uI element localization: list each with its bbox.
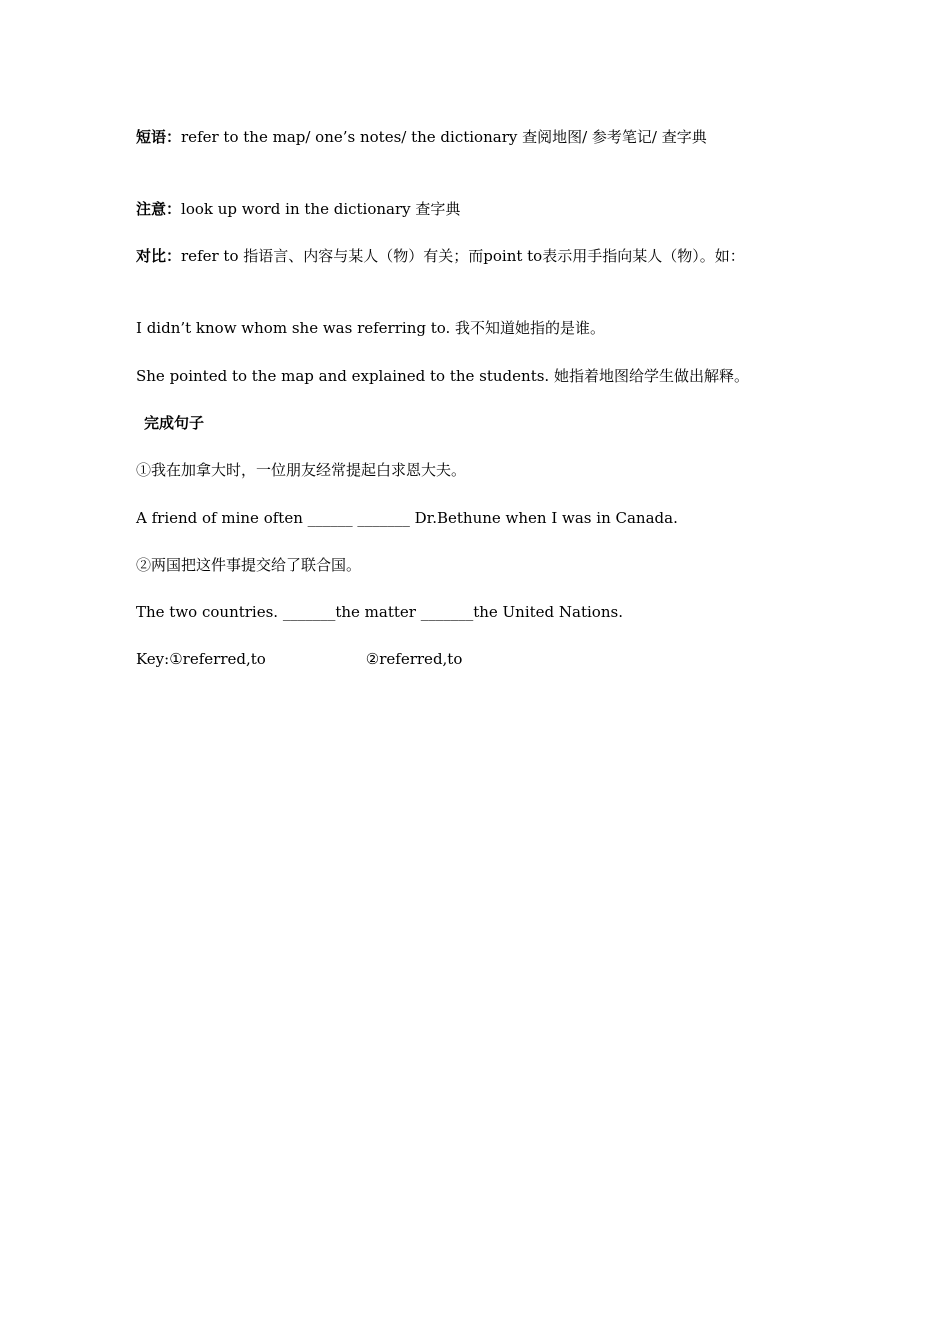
note-label: 注意： bbox=[136, 200, 182, 218]
exercise-item-2-english: The two countries. _______the matter _______the United Nations. bbox=[136, 603, 623, 621]
contrast-paragraph bbox=[136, 244, 812, 268]
exercise-heading: 完成句子 bbox=[144, 414, 205, 432]
example-sentence-2: She pointed to the map and explained to the students. 她指着地图给学生做出解释。 bbox=[136, 367, 749, 385]
exercise-item-2-chinese: ②两国把这件事提交给了联合国。 bbox=[136, 556, 362, 574]
answer-key-1: ①referred,to bbox=[169, 650, 266, 668]
answer-key bbox=[136, 647, 812, 671]
answer-key-2: ②referred,to bbox=[365, 650, 463, 668]
contrast-text: refer to 指语言、内容与某人（物）有关；而point to表示用手指向某人（物）。如： bbox=[181, 247, 745, 265]
answer-key-label: Key: bbox=[136, 650, 170, 668]
example-sentence-1: I didn’t know whom she was referring to. 我不知道她指的是谁。 bbox=[136, 319, 606, 337]
phrases-paragraph bbox=[136, 125, 812, 149]
note-text: look up word in the dictionary 查字典 bbox=[181, 200, 461, 218]
phrases-text: refer to the map/ one’s notes/ the dictionary 查阅地图/ 参考笔记/ 查字典 bbox=[181, 128, 707, 146]
note-paragraph bbox=[136, 197, 812, 221]
phrases-label: 短语： bbox=[136, 128, 182, 146]
exercise-item-1-english: A friend of mine often ______ _______ Dr.Bethune when I was in Canada. bbox=[136, 509, 678, 527]
contrast-label: 对比： bbox=[136, 247, 182, 265]
exercise-item-1-chinese: ①我在加拿大时，一位朋友经常提起白求恩大夫。 bbox=[136, 461, 467, 479]
